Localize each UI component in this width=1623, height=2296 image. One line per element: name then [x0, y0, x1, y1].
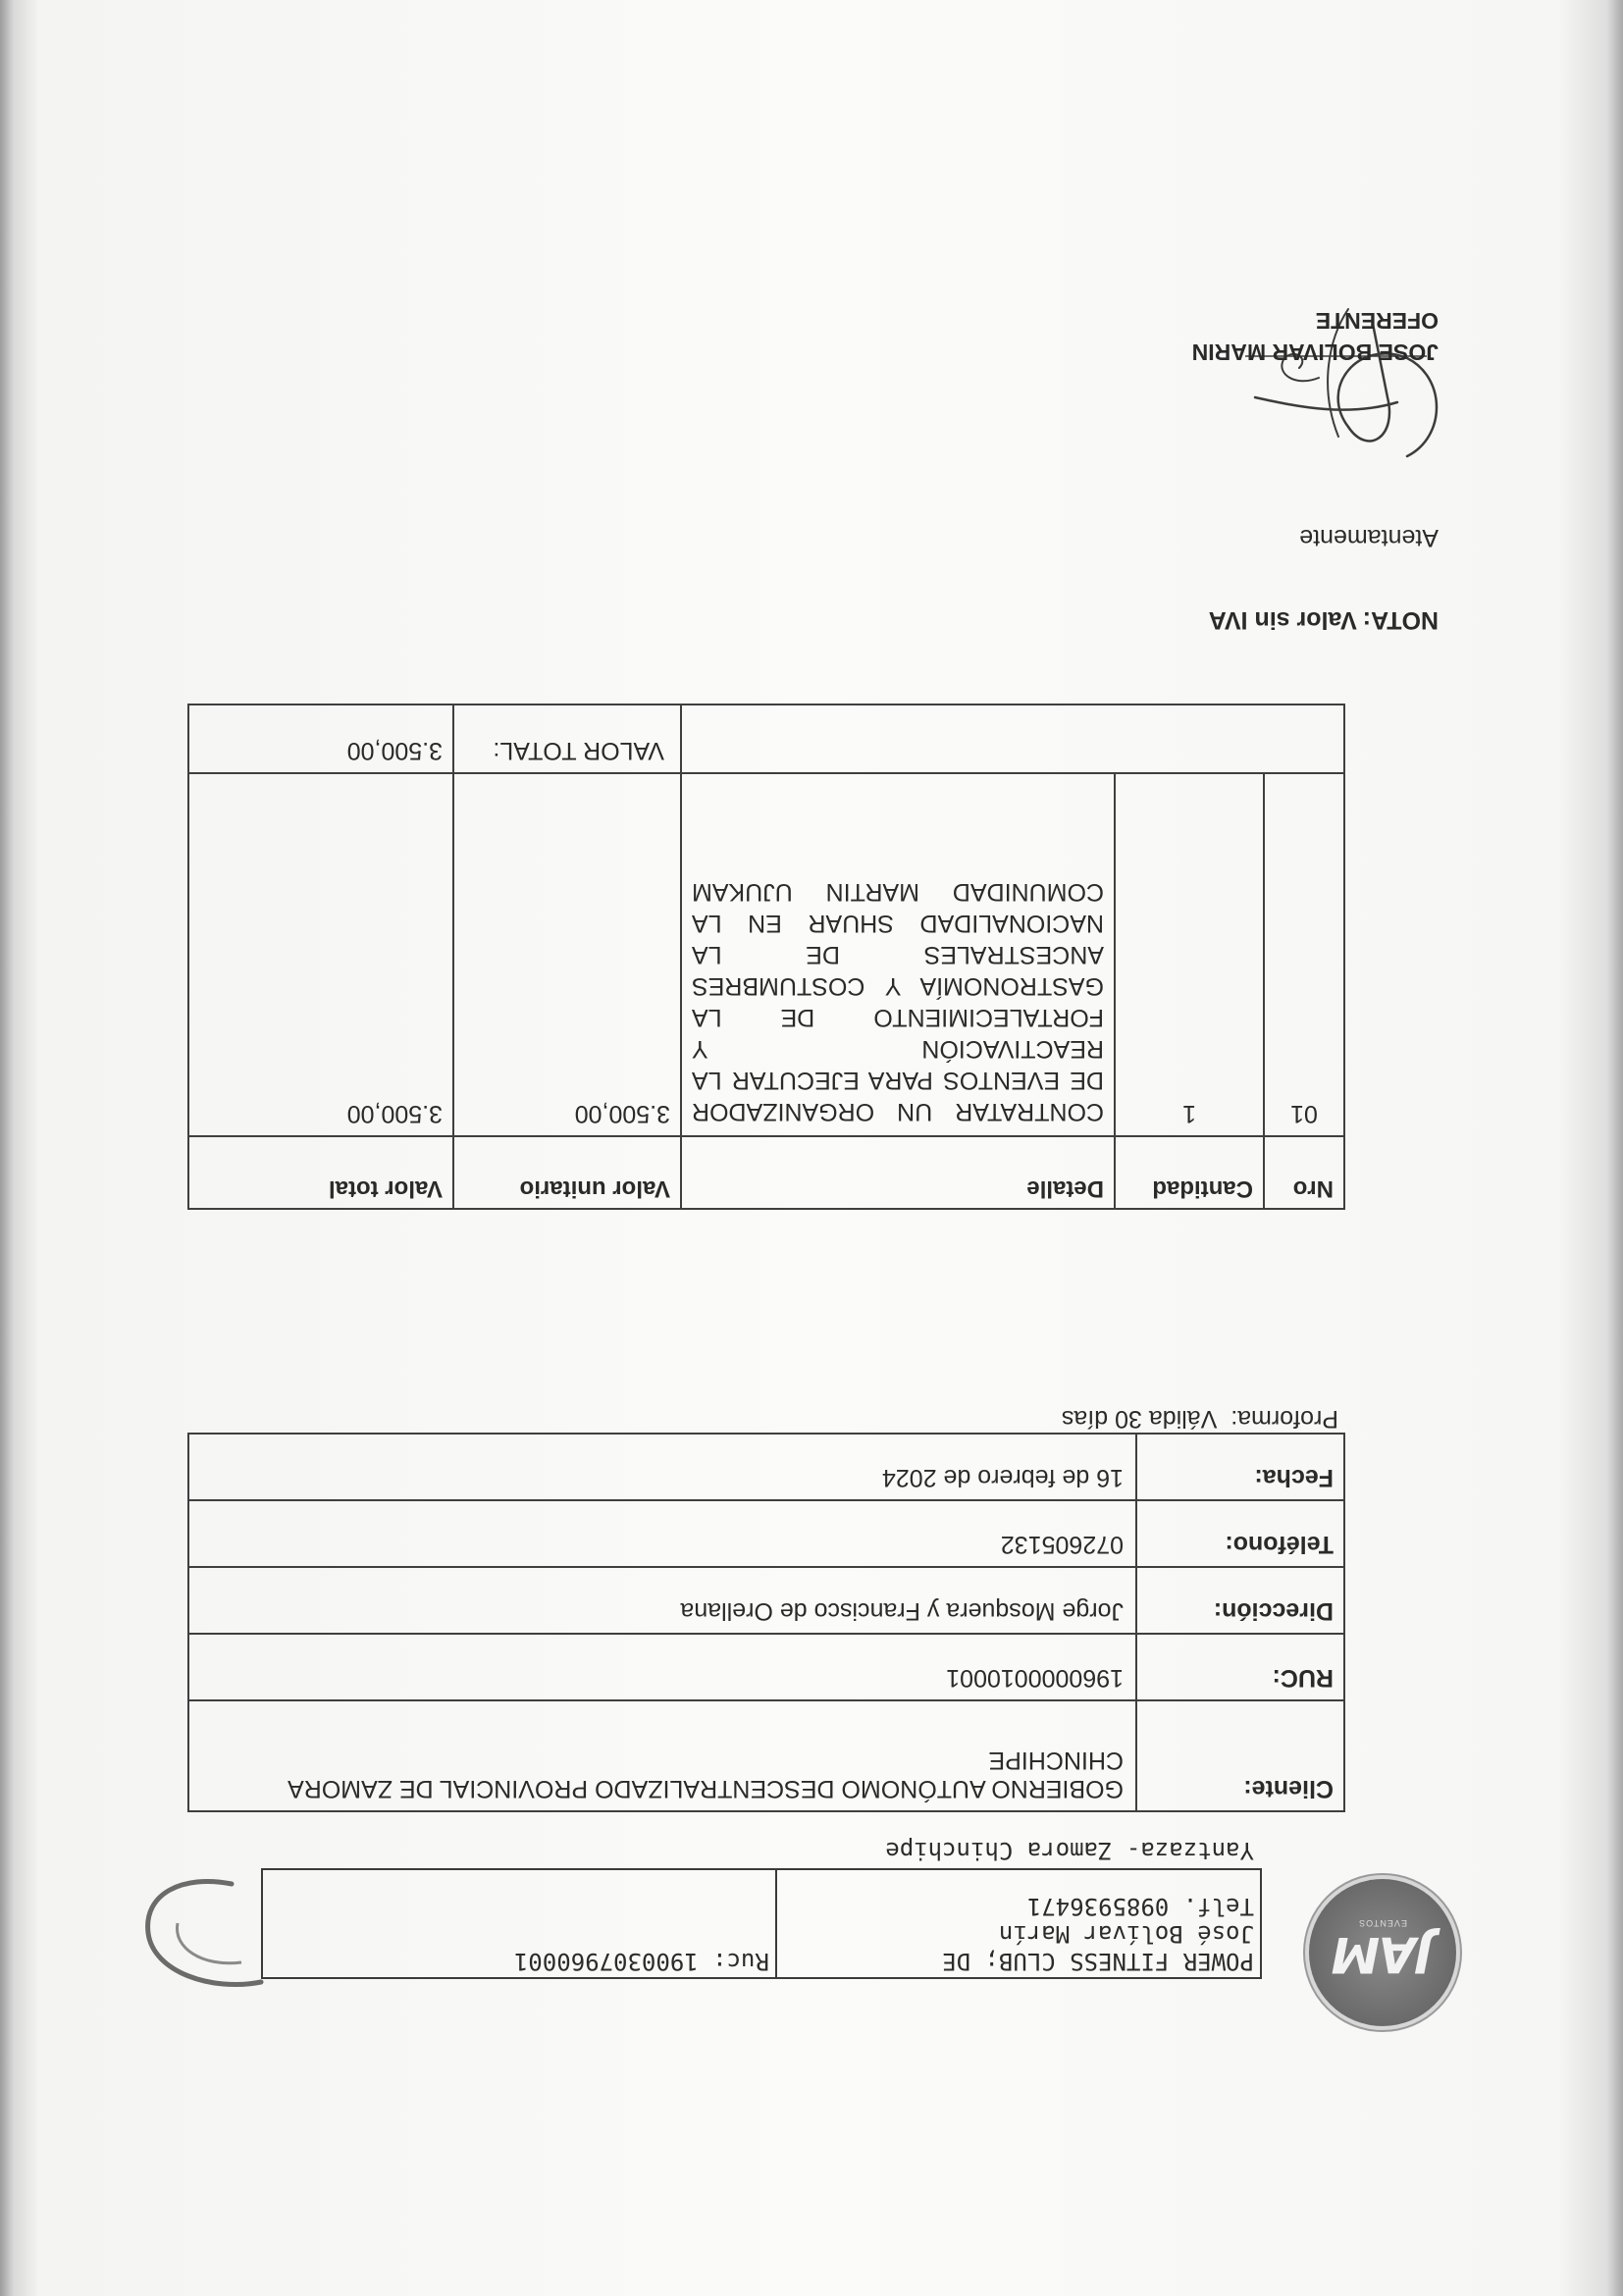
- item-detalle: CONTRATAR UN ORGANIZADOR DE EVENTOS PARA EJECUTAR LA REACTIVACIÓN Y FORTALECIMIENTO DE LA GASTRONOMÍA Y COSTUMBRES ANCESTRALES DE LA NACIONALIDAD SHUAR EN LA COMUNIDAD MARTIN UJUKAM: [681, 773, 1115, 1136]
- table-row: [188, 773, 1344, 1136]
- items-header-row: [188, 1136, 1344, 1209]
- fecha-label: Fecha:: [1136, 1434, 1344, 1500]
- cliente-label: Cliente:: [1136, 1700, 1344, 1811]
- item-valor-unitario: 3.500,00: [453, 773, 681, 1136]
- header-nro: Nro: [1264, 1136, 1344, 1209]
- direccion-row: [188, 1567, 1344, 1634]
- company-location: Yantzaza- Zamora Chinchipe: [885, 1837, 1254, 1864]
- direccion-label: Dirección:: [1136, 1567, 1344, 1634]
- total-row: [188, 704, 1344, 773]
- item-cantidad: 1: [1115, 773, 1264, 1136]
- nota-line: [1209, 605, 1439, 634]
- telefono-label: Teléfono:: [1136, 1500, 1344, 1567]
- client-info-table: [187, 1433, 1345, 1812]
- header-swoosh-decoration: [124, 1864, 271, 2002]
- proforma-label: Proforma:: [1230, 1405, 1338, 1433]
- closing-text: Atentamente: [1299, 524, 1439, 551]
- total-empty-cell: [681, 704, 1344, 773]
- header-detalle: Detalle: [681, 1136, 1115, 1209]
- company-owner: José Bolívar Marín: [998, 1920, 1254, 1948]
- header-valor-total: Valor total: [188, 1136, 453, 1209]
- company-ruc-label: Ruc:: [712, 1948, 769, 1975]
- telefono-row: [188, 1500, 1344, 1567]
- logo-subtext: EVENTOS: [1358, 1918, 1407, 1928]
- item-valor-total: 3.500,00: [188, 773, 453, 1136]
- logo-text: JAM: [1333, 1926, 1433, 1983]
- client-row: [188, 1700, 1344, 1811]
- total-value: 3.500,00: [188, 704, 453, 773]
- company-logo: [1309, 1879, 1456, 2026]
- header-cantidad: Cantidad: [1115, 1136, 1264, 1209]
- fecha-value: 16 de febrero de 2024: [188, 1434, 1136, 1500]
- company-ruc-value: 1900307960001: [513, 1948, 699, 1975]
- total-label: VALOR TOTAL:: [453, 704, 681, 773]
- nota-label: NOTA:: [1362, 606, 1439, 634]
- item-nro: 01: [1264, 773, 1344, 1136]
- proforma-validity: [1062, 1404, 1338, 1433]
- signer-role: OFERENTE: [1315, 308, 1439, 334]
- company-ruc-cell: [262, 1869, 776, 1978]
- ruc-label: RUC:: [1136, 1634, 1344, 1700]
- company-info-cell: [776, 1869, 1261, 1978]
- proforma-value: Válida 30 días: [1061, 1405, 1218, 1433]
- direccion-value: Jorge Mosquera y Francisco de Orellana: [188, 1567, 1136, 1634]
- company-phone: Telf. 0985936471: [1026, 1893, 1254, 1920]
- company-name: POWER FITNESS CLUB; DE: [942, 1948, 1254, 1975]
- ruc-row: [188, 1634, 1344, 1700]
- fecha-row: [188, 1434, 1344, 1500]
- items-table: [187, 704, 1345, 1210]
- cliente-value: GOBIERNO AUTÓNOMO DESCENTRALIZADO PROVINCIAL DE ZAMORA CHINCHIPE: [188, 1700, 1136, 1811]
- signer-name: JOSE BOLIVAR MARIN: [1191, 339, 1439, 365]
- header-valor-unitario: Valor unitario: [453, 1136, 681, 1209]
- ruc-value: 1960000010001: [188, 1634, 1136, 1700]
- nota-value: Valor sin IVA: [1208, 606, 1357, 634]
- telefono-value: 072605132: [188, 1500, 1136, 1567]
- company-header-box: [261, 1868, 1262, 1979]
